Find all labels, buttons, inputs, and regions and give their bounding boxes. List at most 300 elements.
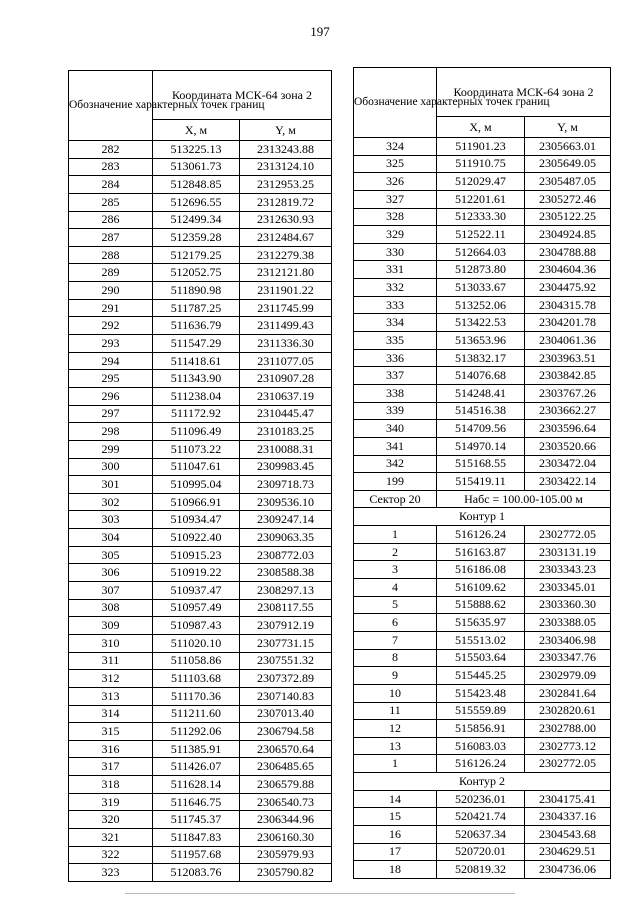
point-number-cell: 300 [69,458,153,476]
point-number-cell: 11 [354,702,437,720]
y-coordinate-cell: 2302773.12 [525,737,611,755]
point-number-cell: 324 [354,138,437,156]
x-coordinate-cell: 511292.06 [153,723,240,741]
x-coordinate-cell: 512052.75 [153,264,240,282]
table-row [69,723,332,741]
header-coordinate: Координата МСК-64 зона 2 [437,68,611,117]
table-row [69,776,332,794]
point-number-cell: 322 [69,846,153,864]
table-row [354,367,611,385]
point-number-cell: 311 [69,652,153,670]
point-number-cell: 15 [354,808,437,826]
x-coordinate-cell: 513653.96 [437,332,525,350]
x-coordinate-cell: 511103.68 [153,670,240,688]
point-number-cell: 338 [354,384,437,402]
point-number-cell: 334 [354,314,437,332]
table-row [69,335,332,353]
x-coordinate-cell: 515635.97 [437,614,525,632]
y-coordinate-cell: 2313124.10 [240,158,332,176]
table-row [354,649,611,667]
point-number-cell: 296 [69,387,153,405]
table-row [69,582,332,600]
x-coordinate-cell: 514516.38 [437,402,525,420]
table-row [69,617,332,635]
table-row [69,405,332,423]
x-coordinate-cell: 515888.62 [437,596,525,614]
point-number-cell: 306 [69,564,153,582]
x-coordinate-cell: 512848.85 [153,176,240,194]
point-number-cell: 316 [69,740,153,758]
point-number-cell: 333 [354,296,437,314]
x-coordinate-cell: 510995.04 [153,476,240,494]
x-coordinate-cell: 515419.11 [437,473,525,491]
y-coordinate-cell: 2305487.05 [525,173,611,191]
table-row [69,423,332,441]
point-number-cell: 339 [354,402,437,420]
x-coordinate-cell: 512499.34 [153,211,240,229]
table-row [69,670,332,688]
point-number-cell: 8 [354,649,437,667]
table-row [354,243,611,261]
y-coordinate-cell: 2302788.00 [525,720,611,738]
point-number-cell: 12 [354,720,437,738]
table-row [354,526,611,544]
table-row [354,173,611,191]
point-number-cell: 315 [69,723,153,741]
point-number-cell: 302 [69,493,153,511]
table-row [69,740,332,758]
y-coordinate-cell: 2304604.36 [525,261,611,279]
y-coordinate-cell: 2310445.47 [240,405,332,423]
x-coordinate-cell: 512522.11 [437,226,525,244]
x-coordinate-cell: 520720.01 [437,843,525,861]
table-row [354,332,611,350]
left-table-body [69,141,332,882]
point-number-cell: 7 [354,631,437,649]
y-coordinate-cell: 2312484.67 [240,229,332,247]
table-row [69,282,332,300]
x-coordinate-cell: 510966.91 [153,493,240,511]
y-coordinate-cell: 2309983.45 [240,458,332,476]
x-coordinate-cell: 511547.29 [153,335,240,353]
point-number-cell: 323 [69,864,153,882]
point-number-cell: 336 [354,349,437,367]
x-coordinate-cell: 516109.62 [437,579,525,597]
y-coordinate-cell: 2311499.43 [240,317,332,335]
table-row [69,370,332,388]
contour-2-title: Контур 2 [354,773,611,791]
x-coordinate-cell: 511238.04 [153,387,240,405]
x-coordinate-cell: 511910.75 [437,155,525,173]
table-row [354,596,611,614]
point-number-cell: 288 [69,246,153,264]
y-coordinate-cell: 2306579.88 [240,776,332,794]
table-row [354,384,611,402]
point-number-cell: 290 [69,282,153,300]
y-coordinate-cell: 2304315.78 [525,296,611,314]
x-coordinate-cell: 512664.03 [437,243,525,261]
x-coordinate-cell: 512696.55 [153,193,240,211]
y-coordinate-cell: 2312121.80 [240,264,332,282]
point-number-cell: 298 [69,423,153,441]
point-number-cell: 319 [69,793,153,811]
point-number-cell: 9 [354,667,437,685]
y-coordinate-cell: 2308772.03 [240,546,332,564]
table-row [69,158,332,176]
table-row [354,790,611,808]
point-number-cell: 282 [69,141,153,159]
table-row [354,402,611,420]
scan-edge-line [125,893,515,894]
x-coordinate-cell: 511426.07 [153,758,240,776]
table-row [69,811,332,829]
x-coordinate-cell: 513225.13 [153,141,240,159]
y-coordinate-cell: 2304736.06 [525,861,611,879]
point-number-cell: 301 [69,476,153,494]
table-row [354,208,611,226]
contour-1-title-row [354,508,611,526]
point-number-cell: 286 [69,211,153,229]
point-number-cell: 309 [69,617,153,635]
y-coordinate-cell: 2303406.98 [525,631,611,649]
table-row [354,737,611,755]
table-row [354,579,611,597]
sector-row [354,490,611,508]
table-row [354,843,611,861]
table-row [354,349,611,367]
y-coordinate-cell: 2302820.61 [525,702,611,720]
y-coordinate-cell: 2303520.66 [525,437,611,455]
x-coordinate-cell: 516126.24 [437,755,525,773]
x-coordinate-cell: 516126.24 [437,526,525,544]
y-coordinate-cell: 2311077.05 [240,352,332,370]
x-coordinate-cell: 516186.08 [437,561,525,579]
point-number-cell: 285 [69,193,153,211]
point-number-cell: 3 [354,561,437,579]
coordinates-table-left [68,70,332,882]
table-row [354,279,611,297]
table-row [69,193,332,211]
y-coordinate-cell: 2312819.72 [240,193,332,211]
point-number-cell: 320 [69,811,153,829]
x-coordinate-cell: 512029.47 [437,173,525,191]
y-coordinate-cell: 2312279.38 [240,246,332,264]
y-coordinate-cell: 2302772.05 [525,755,611,773]
table-row [69,229,332,247]
table-row [354,667,611,685]
point-number-cell: 291 [69,299,153,317]
y-coordinate-cell: 2304175.41 [525,790,611,808]
y-coordinate-cell: 2302979.09 [525,667,611,685]
point-number-cell: 299 [69,440,153,458]
point-number-cell: 284 [69,176,153,194]
y-coordinate-cell: 2312630.93 [240,211,332,229]
table-row [69,846,332,864]
table-row [354,755,611,773]
y-coordinate-cell: 2307551.32 [240,652,332,670]
y-coordinate-cell: 2306485.65 [240,758,332,776]
table-row [354,543,611,561]
point-number-cell: 332 [354,279,437,297]
y-coordinate-cell: 2310088.31 [240,440,332,458]
y-coordinate-cell: 2308297.13 [240,582,332,600]
x-coordinate-cell: 516083.03 [437,737,525,755]
x-coordinate-cell: 511170.36 [153,687,240,705]
x-coordinate-cell: 511073.22 [153,440,240,458]
x-coordinate-cell: 510987.43 [153,617,240,635]
y-coordinate-cell: 2309063.35 [240,529,332,547]
y-coordinate-cell: 2304924.85 [525,226,611,244]
y-coordinate-cell: 2303345.01 [525,579,611,597]
point-number-cell: 314 [69,705,153,723]
point-number-cell: 335 [354,332,437,350]
header-point-name: Обозначение характерных точек границ [69,71,153,141]
point-number-cell: 341 [354,437,437,455]
point-number-cell: 297 [69,405,153,423]
table-row [69,758,332,776]
y-coordinate-cell: 2309247.14 [240,511,332,529]
table-row [354,720,611,738]
y-coordinate-cell: 2304629.51 [525,843,611,861]
x-coordinate-cell: 510937.47 [153,582,240,600]
table-row [354,808,611,826]
y-coordinate-cell: 2311901.22 [240,282,332,300]
table-row [69,476,332,494]
header-y: Y, м [240,120,332,141]
y-coordinate-cell: 2302772.05 [525,526,611,544]
y-coordinate-cell: 2306160.30 [240,828,332,846]
table-row [69,546,332,564]
x-coordinate-cell: 511745.37 [153,811,240,829]
y-coordinate-cell: 2303662.27 [525,402,611,420]
y-coordinate-cell: 2307912.19 [240,617,332,635]
table-row [354,190,611,208]
x-coordinate-cell: 511787.25 [153,299,240,317]
table-row [354,155,611,173]
y-coordinate-cell: 2310637.19 [240,387,332,405]
y-coordinate-cell: 2304337.16 [525,808,611,826]
table-row [354,702,611,720]
contour-2-title-row [354,773,611,791]
point-number-cell: 1 [354,526,437,544]
y-coordinate-cell: 2302841.64 [525,684,611,702]
point-number-cell: 313 [69,687,153,705]
table-row [69,387,332,405]
y-coordinate-cell: 2306570.64 [240,740,332,758]
point-number-cell: 340 [354,420,437,438]
x-coordinate-cell: 511890.98 [153,282,240,300]
x-coordinate-cell: 516163.87 [437,543,525,561]
x-coordinate-cell: 515856.91 [437,720,525,738]
point-number-cell: 283 [69,158,153,176]
x-coordinate-cell: 513422.53 [437,314,525,332]
x-coordinate-cell: 520637.34 [437,825,525,843]
table-row [69,687,332,705]
table-row [354,561,611,579]
x-coordinate-cell: 515445.25 [437,667,525,685]
x-coordinate-cell: 511636.79 [153,317,240,335]
y-coordinate-cell: 2307140.83 [240,687,332,705]
header-x: X, м [437,117,525,138]
point-number-cell: 325 [354,155,437,173]
y-coordinate-cell: 2303767.26 [525,384,611,402]
x-coordinate-cell: 511646.75 [153,793,240,811]
y-coordinate-cell: 2306540.73 [240,793,332,811]
point-number-cell: 331 [354,261,437,279]
point-number-cell: 317 [69,758,153,776]
x-coordinate-cell: 510915.23 [153,546,240,564]
table-row [69,317,332,335]
y-coordinate-cell: 2310183.25 [240,423,332,441]
y-coordinate-cell: 2306794.58 [240,723,332,741]
x-coordinate-cell: 520236.01 [437,790,525,808]
x-coordinate-cell: 520421.74 [437,808,525,826]
x-coordinate-cell: 511047.61 [153,458,240,476]
table-row [354,825,611,843]
table-row [354,614,611,632]
y-coordinate-cell: 2304061.36 [525,332,611,350]
point-number-cell: 17 [354,843,437,861]
y-coordinate-cell: 2303472.04 [525,455,611,473]
x-coordinate-cell: 511847.83 [153,828,240,846]
point-number-cell: 294 [69,352,153,370]
y-coordinate-cell: 2313243.88 [240,141,332,159]
point-number-cell: 305 [69,546,153,564]
y-coordinate-cell: 2307372.89 [240,670,332,688]
point-number-cell: 295 [69,370,153,388]
point-number-cell: 337 [354,367,437,385]
table-row [69,141,332,159]
x-coordinate-cell: 513033.67 [437,279,525,297]
coordinates-table-right [353,67,611,879]
y-coordinate-cell: 2303343.23 [525,561,611,579]
table-row [69,246,332,264]
y-coordinate-cell: 2305979.93 [240,846,332,864]
y-coordinate-cell: 2304475.92 [525,279,611,297]
table-row [69,529,332,547]
y-coordinate-cell: 2310907.28 [240,370,332,388]
point-number-cell: 287 [69,229,153,247]
x-coordinate-cell: 510934.47 [153,511,240,529]
y-coordinate-cell: 2305272.46 [525,190,611,208]
header-y: Y, м [525,117,611,138]
point-number-cell: 304 [69,529,153,547]
y-coordinate-cell: 2305122.25 [525,208,611,226]
header-point-name: Обозначение характерных точек границ [354,68,437,138]
sector-height: Набс = 100.00-105.00 м [437,490,611,508]
y-coordinate-cell: 2311336.30 [240,335,332,353]
point-number-cell: 303 [69,511,153,529]
table-row [354,455,611,473]
table-row [69,493,332,511]
table-row [69,352,332,370]
y-coordinate-cell: 2303596.64 [525,420,611,438]
x-coordinate-cell: 520819.32 [437,861,525,879]
y-coordinate-cell: 2304543.68 [525,825,611,843]
point-number-cell: 13 [354,737,437,755]
point-number-cell: 4 [354,579,437,597]
y-coordinate-cell: 2303388.05 [525,614,611,632]
y-coordinate-cell: 2303422.14 [525,473,611,491]
point-number-cell: 328 [354,208,437,226]
table-row [354,473,611,491]
table-row [69,176,332,194]
table-row [69,599,332,617]
x-coordinate-cell: 511957.68 [153,846,240,864]
contour-1-title: Контур 1 [354,508,611,526]
sector-name: Сектор 20 [354,490,437,508]
point-number-cell: 321 [69,828,153,846]
table-row [354,314,611,332]
x-coordinate-cell: 515513.02 [437,631,525,649]
y-coordinate-cell: 2311745.99 [240,299,332,317]
y-coordinate-cell: 2303360.30 [525,596,611,614]
x-coordinate-cell: 512179.25 [153,246,240,264]
x-coordinate-cell: 514076.68 [437,367,525,385]
point-number-cell: 199 [354,473,437,491]
point-number-cell: 318 [69,776,153,794]
x-coordinate-cell: 514709.56 [437,420,525,438]
x-coordinate-cell: 514248.41 [437,384,525,402]
table-row [354,296,611,314]
table-row [69,458,332,476]
x-coordinate-cell: 513252.06 [437,296,525,314]
x-coordinate-cell: 511343.90 [153,370,240,388]
point-number-cell: 1 [354,755,437,773]
point-number-cell: 326 [354,173,437,191]
y-coordinate-cell: 2305790.82 [240,864,332,882]
x-coordinate-cell: 511020.10 [153,634,240,652]
table-row [354,861,611,879]
x-coordinate-cell: 510919.22 [153,564,240,582]
x-coordinate-cell: 511901.23 [437,138,525,156]
point-number-cell: 310 [69,634,153,652]
point-number-cell: 10 [354,684,437,702]
header-coordinate: Координата МСК-64 зона 2 [153,71,332,120]
y-coordinate-cell: 2308117.55 [240,599,332,617]
y-coordinate-cell: 2303347.76 [525,649,611,667]
y-coordinate-cell: 2303842.85 [525,367,611,385]
point-number-cell: 18 [354,861,437,879]
point-number-cell: 289 [69,264,153,282]
x-coordinate-cell: 513061.73 [153,158,240,176]
y-coordinate-cell: 2312953.25 [240,176,332,194]
x-coordinate-cell: 514970.14 [437,437,525,455]
table-row [354,684,611,702]
point-number-cell: 312 [69,670,153,688]
x-coordinate-cell: 512359.28 [153,229,240,247]
y-coordinate-cell: 2308588.38 [240,564,332,582]
x-coordinate-cell: 512873.80 [437,261,525,279]
x-coordinate-cell: 515503.64 [437,649,525,667]
x-coordinate-cell: 511096.49 [153,423,240,441]
point-number-cell: 308 [69,599,153,617]
point-number-cell: 2 [354,543,437,561]
table-row [354,420,611,438]
table-row [354,226,611,244]
x-coordinate-cell: 515559.89 [437,702,525,720]
x-coordinate-cell: 510957.49 [153,599,240,617]
table-row [69,864,332,882]
point-number-cell: 307 [69,582,153,600]
x-coordinate-cell: 510922.40 [153,529,240,547]
point-number-cell: 16 [354,825,437,843]
x-coordinate-cell: 513832.17 [437,349,525,367]
table-row [354,437,611,455]
table-row [69,440,332,458]
x-coordinate-cell: 512083.76 [153,864,240,882]
y-coordinate-cell: 2309536.10 [240,493,332,511]
